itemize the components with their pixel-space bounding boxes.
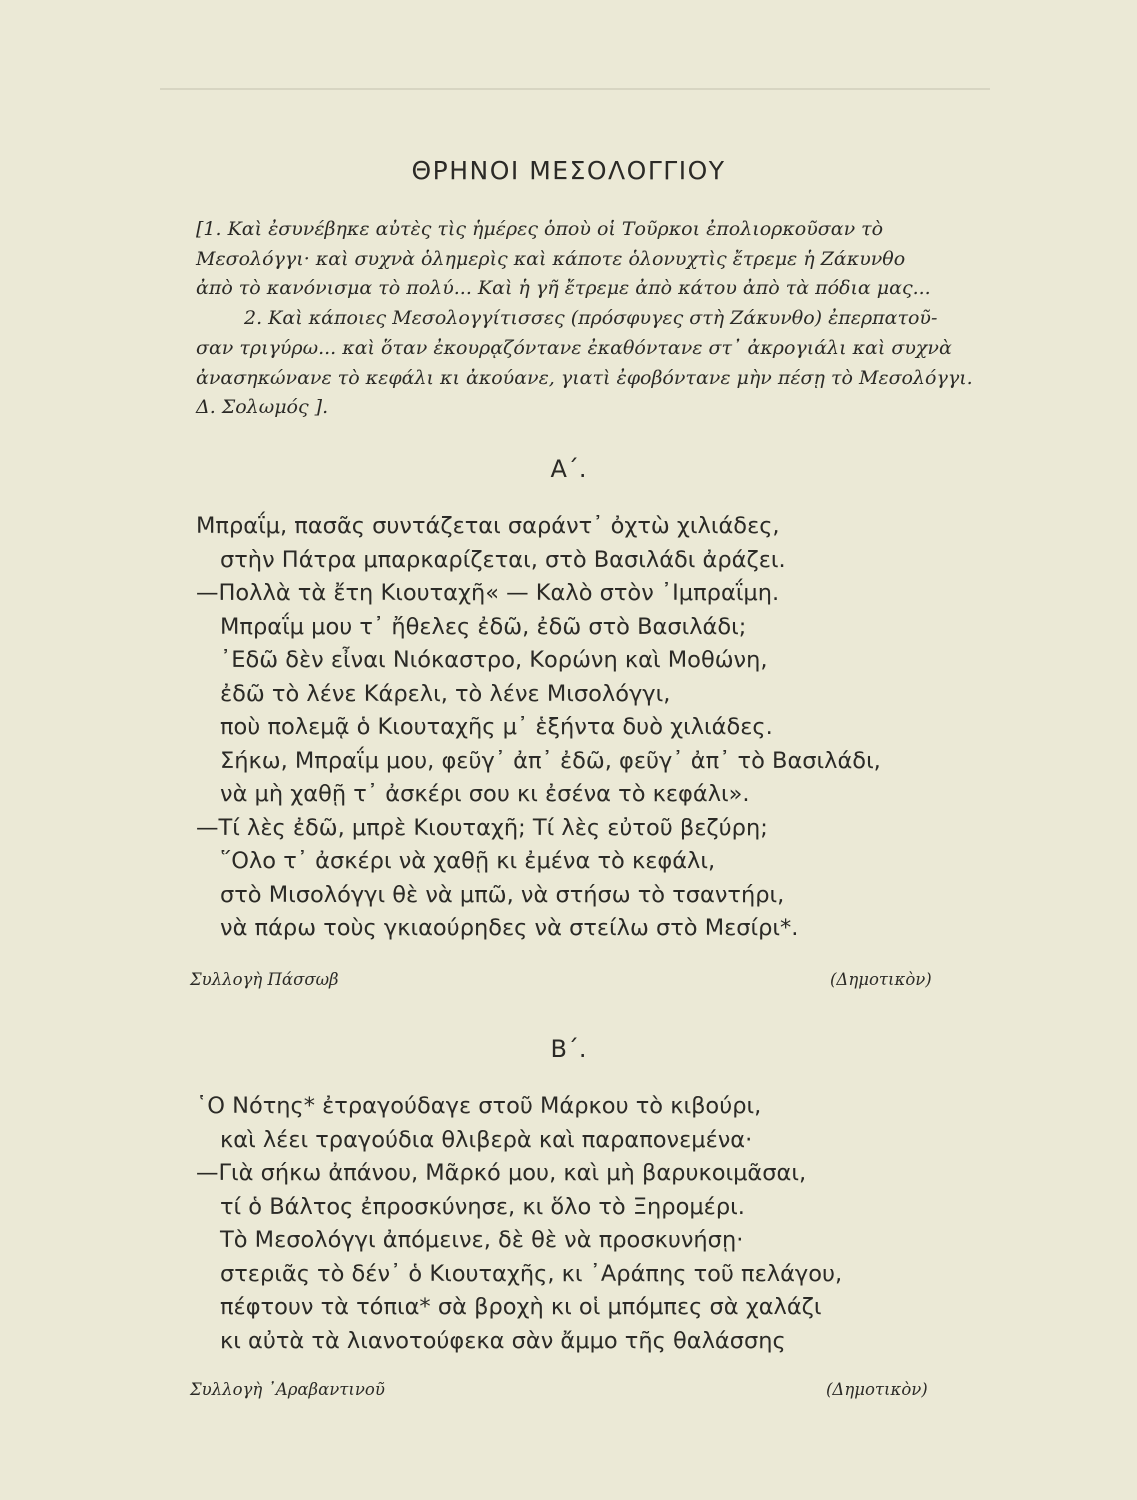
poem-line: καὶ λέει τραγούδια θλιβερὰ καὶ παραπονεμένα· [220, 1126, 753, 1153]
source-right-b: (Δημοτικὸν) [826, 1380, 928, 1399]
poem-line: ᾽Εδῶ δὲν εἶναι Νιόκαστρο, Κορώνη καὶ Μοθώνη, [220, 647, 768, 673]
poem-line: —Γιὰ σήκω ἀπάνου, Μᾶρκό μου, καὶ μὴ βαρυκοιμᾶσαι, [196, 1160, 807, 1186]
poem-line: ποὺ πολεμᾷ ὁ Κιουταχῆς μ᾽ ἑξήντα δυὸ χιλιάδες. [220, 714, 773, 740]
poem-line: ἐδῶ τὸ λένε Κάρελι, τὸ λένε Μισολόγγι, [220, 680, 671, 707]
poem-line: στὸ Μισολόγγι θὲ νὰ μπῶ, νὰ στήσω τὸ τσαντήρι, [220, 881, 785, 908]
poem-line: Μπραΐμ μου τ᾽ ἤθελες ἐδῶ, ἐδῶ στὸ Βασιλάδι; [220, 613, 747, 640]
poem-b [196, 1090, 1016, 1358]
poem-line: ῾Ο Νότης* ἐτραγούδαγε στοῦ Μάρκου τὸ κιβούρι, [196, 1093, 762, 1119]
poem-line: —Πολλὰ τὰ ἔτη Κιουταχῆ« — Καλὸ στὸν ᾽Ιμπραΐμη. [196, 580, 780, 606]
poem-line: κι αὐτὰ τὰ λιανοτούφεκα σὰν ἄμμο τῆς θαλάσσης [220, 1327, 786, 1354]
intro-line: [1. Καὶ ἐσυνέβηκε αὐτὲς τὶς ἡμέρες ὁποὺ οἱ Τοῦρκοι ἐπολιορκοῦσαν τὸ [196, 218, 884, 240]
intro-line: Δ. Σολωμός ]. [196, 396, 329, 419]
poem-line: τί ὁ Βάλτος ἐπροσκύνησε, κι ὅλο τὸ Ξηρομέρι. [220, 1193, 745, 1220]
poem-line: —Τί λὲς ἐδῶ, μπρὲ Κιουταχῆ; Τί λὲς εὐτοῦ βεζύρη; [196, 814, 768, 841]
poem-line: Σήκω, Μπραΐμ μου, φεῦγ᾽ ἀπ᾽ ἐδῶ, φεῦγ᾽ ἀπ᾽ τὸ Βασιλάδι, [220, 747, 881, 774]
poem-a [196, 510, 1016, 946]
intro-line: σαν τριγύρω... καὶ ὅταν ἐκουρᾳζόντανε ἐκαθόντανε στ᾽ ἀκρογιάλι καὶ συχνὰ [196, 336, 952, 359]
poem-line: πέφτουν τὰ τόπια* σὰ βροχὴ κι οἱ μπόμπες σὰ χαλάζι [220, 1294, 822, 1320]
source-left-b: Συλλογὴ ᾽Αραβαντινοῦ [190, 1380, 385, 1399]
page-title: ΘΡΗΝΟΙ ΜΕΣΟΛΟΓΓΙΟΥ [411, 156, 726, 185]
poem-line: ῞Ολο τ᾽ ἀσκέρι νὰ χαθῇ κι ἐμένα τὸ κεφάλι, [220, 848, 716, 874]
section-a-heading: Α΄. [550, 455, 587, 483]
poem-line: νὰ πάρω τοὺς γκιαούρηδες νὰ στείλω στὸ Μεσίρι*. [220, 915, 799, 941]
poem-line: στεριᾶς τὸ δέν᾽ ὁ Κιουταχῆς, κι ᾽Αράπης τοῦ πελάγου, [220, 1260, 843, 1287]
source-left-a: Συλλογὴ Πάσσωβ [190, 970, 339, 989]
poem-line: στὴν Πάτρα μπαρκαρίζεται, στὸ Βασιλάδι ἀράζει. [220, 546, 786, 573]
poem-line: Μπραΐμ, πασᾶς συντάζεται σαράντ᾽ ὀχτὼ χιλιάδες, [196, 513, 780, 539]
poem-line: Τὸ Μεσολόγγι ἀπόμεινε, δὲ θὲ νὰ προσκυνήσῃ· [220, 1227, 744, 1253]
intro-line: 2. Καὶ κάποιες Μεσολογγίτισσες (πρόσφυγες στὴ Ζάκυνθο) ἐπερπατοῦ- [244, 307, 938, 330]
poem-line: νὰ μὴ χαθῇ τ᾽ ἀσκέρι σου κι ἐσένα τὸ κεφάλι». [220, 781, 750, 807]
source-right-a: (Δημοτικὸν) [830, 970, 932, 989]
intro-note [196, 215, 976, 423]
intro-line: Μεσολόγγι· καὶ συχνὰ ὁλημερὶς καὶ κάποτε ὁλονυχτὶς ἔτρεμε ἡ Ζάκυνθο [196, 247, 906, 270]
section-b-heading: Β΄. [550, 1035, 587, 1063]
bleed-through-line [160, 88, 990, 90]
intro-line: ἀνασηκώνανε τὸ κεφάλι κι ἀκούανε, γιατὶ ἐφοβόντανε μὴν πέσῃ τὸ Μεσολόγγι. [196, 366, 973, 389]
intro-line: ἀπὸ τὸ κανόνισμα τὸ πολύ... Καὶ ἡ γῆ ἔτρεμε ἀπὸ κάτου ἀπὸ τὰ πόδια μας... [196, 277, 931, 300]
